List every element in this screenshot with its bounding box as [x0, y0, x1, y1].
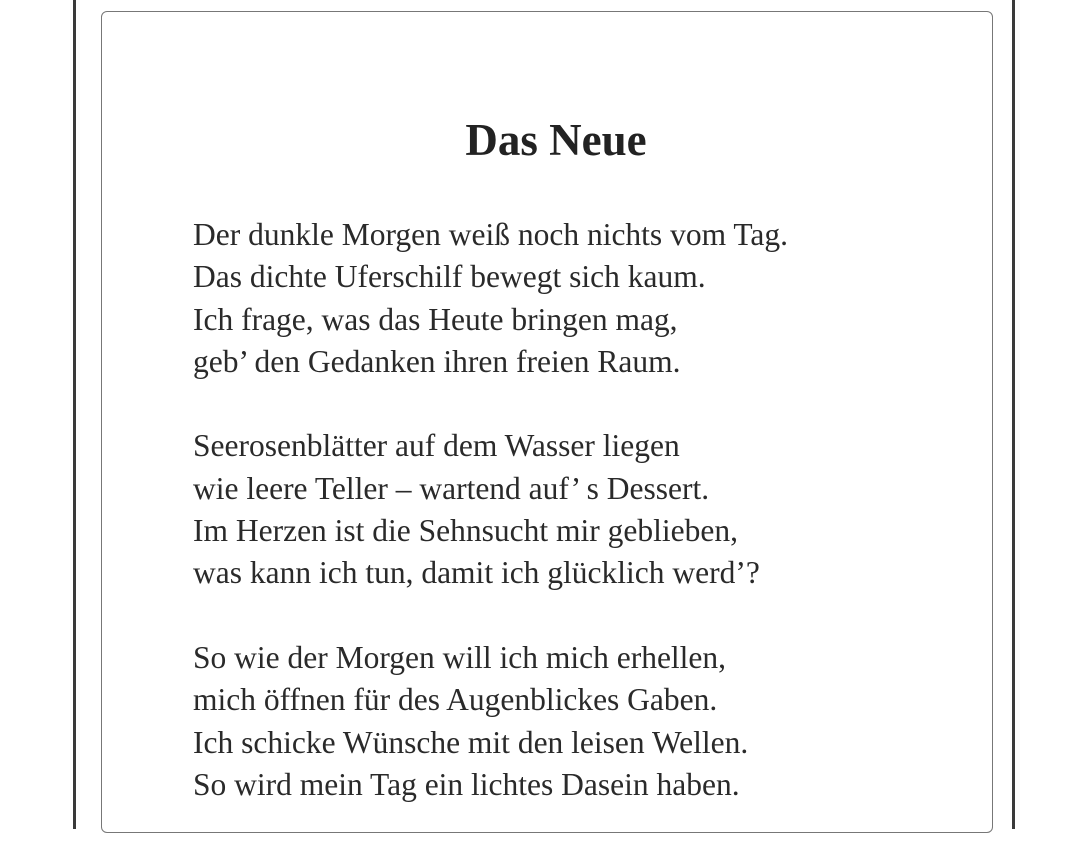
- poem-line: Im Herzen ist die Sehnsucht mir geblieben,: [193, 513, 738, 549]
- poem-line: Ich frage, was das Heute bringen mag,: [193, 301, 678, 337]
- poem-title: Das Neue: [465, 115, 647, 165]
- poem-line: Der dunkle Morgen weiß noch nichts vom Tag.: [193, 217, 789, 252]
- poem-body: [193, 214, 788, 848]
- poem-line: wie leere Teller – wartend auf’ s Dessert.: [193, 470, 710, 506]
- poem-line: Seerosenblätter auf dem Wasser liegen: [193, 428, 680, 464]
- poem-line: So wird mein Tag ein lichtes Dasein haben.: [193, 766, 740, 802]
- poem-line: Ich schicke Wünsche mit den leisen Wellen.: [193, 724, 749, 760]
- stanza: [193, 425, 788, 594]
- stanza: [193, 214, 788, 383]
- poem-line: was kann ich tun, damit ich glücklich werd’?: [193, 555, 760, 591]
- poem-line: geb’ den Gedanken ihren freien Raum.: [193, 343, 681, 379]
- poem-line: So wie der Morgen will ich mich erhellen,: [193, 639, 727, 675]
- poem-line: mich öffnen für des Augenblickes Gaben.: [193, 682, 718, 718]
- stanza: [193, 637, 788, 806]
- poem-line: Das dichte Uferschilf bewegt sich kaum.: [193, 259, 706, 295]
